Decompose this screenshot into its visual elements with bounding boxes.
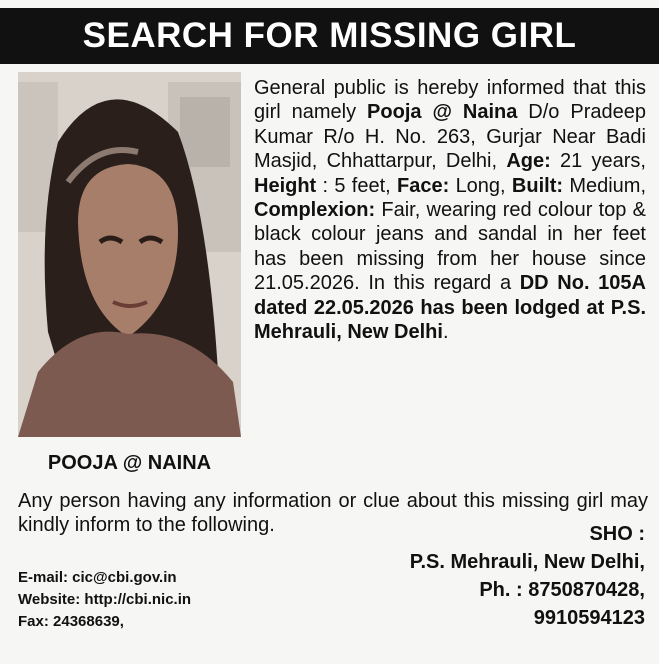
sho-label: SHO : bbox=[589, 523, 645, 545]
complexion-value: Fair, wearing red colour top & black colour jeans and sandal in her feet has been missing from her house since 21.05.2026. In this regard a bbox=[254, 199, 646, 295]
age-value: 21 years, bbox=[550, 150, 646, 173]
face-value: Long, bbox=[449, 174, 512, 197]
height-value: : 5 feet, bbox=[316, 174, 398, 197]
website-line: Website: http://cbi.nic.in bbox=[18, 591, 192, 608]
notice-header bbox=[0, 8, 659, 64]
age-label: Age: bbox=[506, 150, 551, 173]
portrait-image bbox=[18, 72, 241, 437]
built-label: Built: bbox=[511, 174, 564, 197]
complexion-label: Complexion: bbox=[254, 199, 376, 222]
fax-line: Fax: 24368639, bbox=[18, 613, 124, 630]
body-address: D/o Pradeep Kumar R/o H. No. 263, Gurjar Near Badi Masjid, Chhattarpur, Delhi, bbox=[254, 101, 646, 173]
phone-line-1: Ph. : 8750870428, bbox=[479, 579, 645, 601]
body-intro: General public is hereby informed that this girl namely bbox=[254, 77, 646, 124]
girl-name: Pooja @ Naina bbox=[367, 101, 518, 124]
face-label: Face: bbox=[397, 174, 450, 197]
appeal-text: Any person having any information or clue about this missing girl may kindly inform to the following. bbox=[18, 490, 648, 536]
notice-title: SEARCH FOR MISSING GIRL bbox=[82, 16, 577, 55]
photo-caption: POOJA @ NAINA bbox=[47, 452, 212, 474]
body-end: . bbox=[442, 321, 449, 344]
built-value: Medium, bbox=[563, 174, 647, 197]
phone-line-2: 9910594123 bbox=[533, 607, 645, 629]
missing-girl-photo bbox=[18, 72, 241, 437]
notice-body bbox=[254, 76, 646, 344]
sho-contact bbox=[325, 520, 645, 632]
police-station: P.S. Mehrauli, New Delhi, bbox=[409, 551, 645, 573]
dd-entry: DD No. 105A dated 22.05.2026 has been lodged at P.S. Mehrauli, New Delhi bbox=[254, 272, 646, 344]
email-line: E-mail: cic@cbi.gov.in bbox=[18, 569, 177, 586]
contact-details bbox=[18, 567, 318, 633]
height-label: Height bbox=[254, 174, 317, 197]
